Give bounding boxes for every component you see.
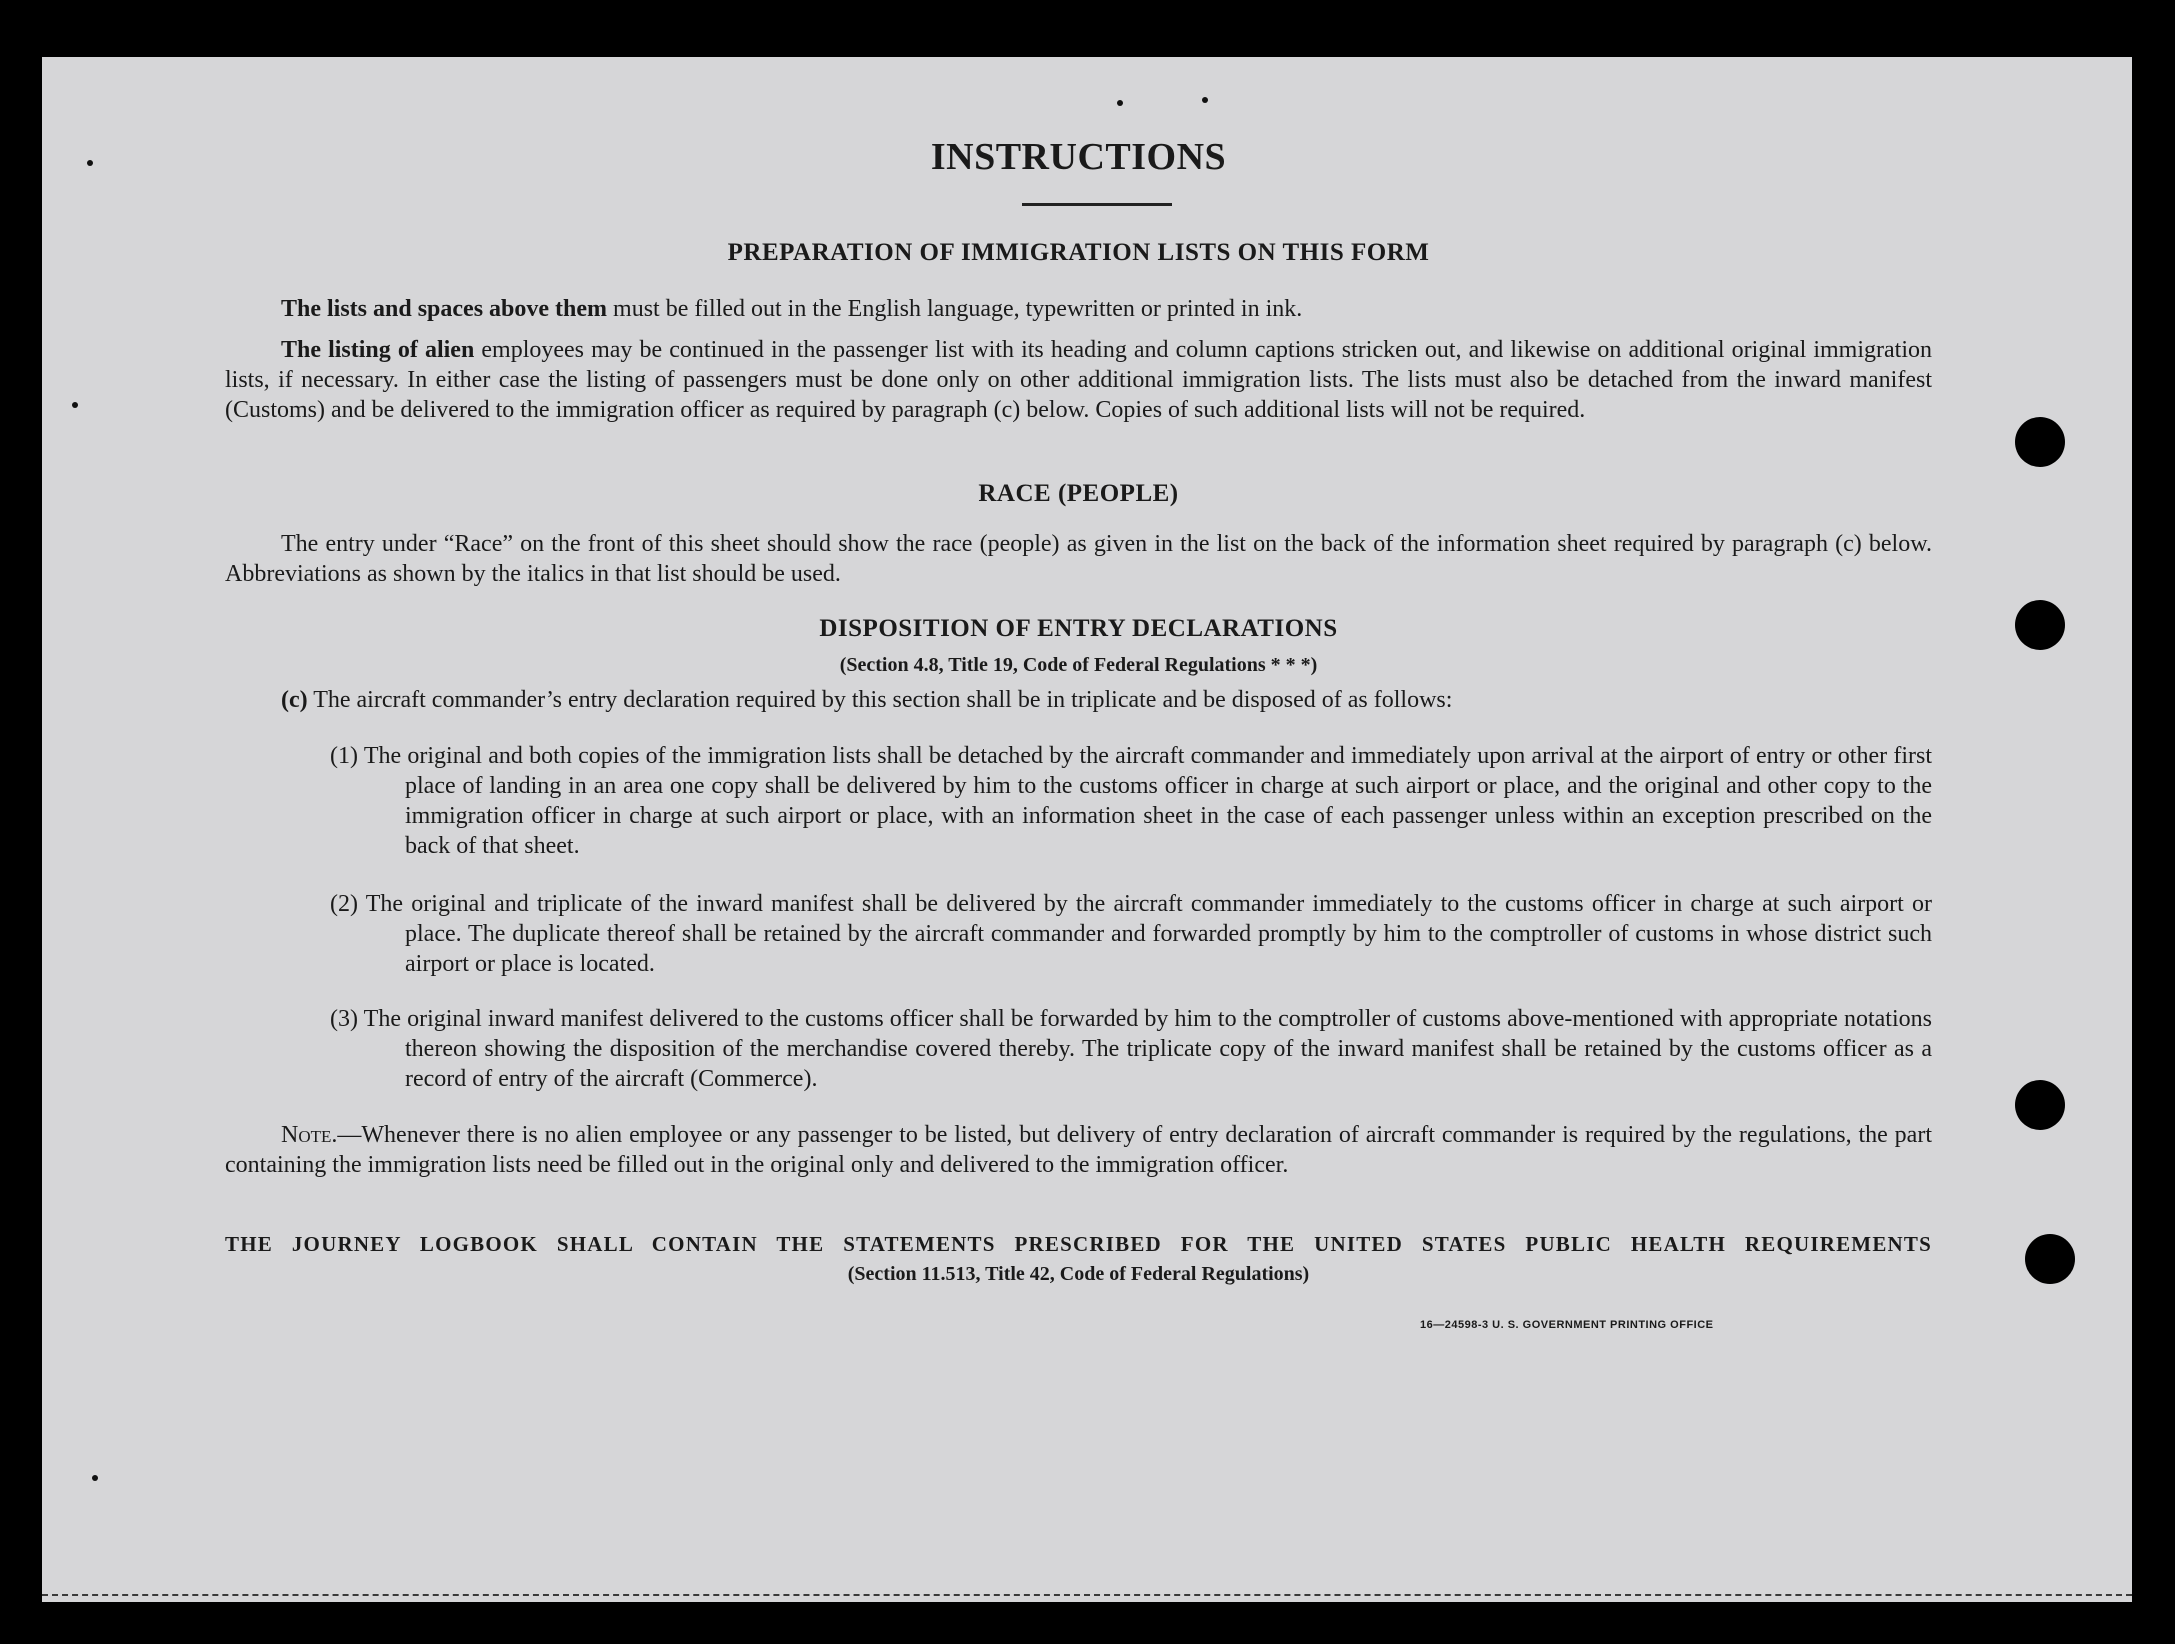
item-3-label: (3) [330,1006,358,1032]
race-heading: RACE (PEOPLE) [978,480,1179,507]
speck [1117,100,1123,106]
printer-imprint: 16—24598-3 U. S. GOVERNMENT PRINTING OFFICE [1420,1319,1714,1331]
public-health-line: THE JOURNEY LOGBOOK SHALL CONTAIN THE STATEMENTS PRESCRIBED FOR THE UNITED STATES PUBLIC HEALTH REQUIREMENTS [225,1232,1932,1256]
list-item-2 [330,889,1932,979]
page-title: INSTRUCTIONS [930,136,1227,178]
paragraph-c [281,685,1932,715]
item-2-label: (2) [330,891,358,917]
prep-paragraph-1 [225,294,1932,324]
prep-p2-rest: employees may be continued in the passenger list with its heading and column captions stricken out, and likewise on additional original immigration lists, if necessary. In either case the listing of passengers must be done only on other additional immigration lists. The lists must also be detached from the inward manifest (Customs) and be delivered to the immigration officer as required by paragraph (c) below. Copies of such additional lists will not be required. [225,337,1932,423]
list-item-3 [330,1004,1932,1094]
prep-heading: PREPARATION OF IMMIGRATION LISTS ON THIS FORM [727,239,1430,266]
speck [92,1475,98,1481]
public-health-subline: (Section 11.513, Title 42, Code of Federal Regulations) [847,1263,1310,1285]
punch-hole-1 [2015,417,2065,467]
prep-p1-rest: must be filled out in the English language, typewritten or printed in ink. [607,296,1303,322]
item-1-text: The original and both copies of the immigration lists shall be detached by the aircraft commander and immediately upon arrival at the airport of entry or other first place of landing in an area one copy shall be delivered by him to the customs officer in charge at such airport or place, and the original and other copy to the immigration officer in charge at such airport or place, with an information sheet in the case of each passenger unless within an exception prescribed on the back of that sheet. [363,743,1933,859]
note-text: —Whenever there is no alien employee or any passenger to be listed, but delivery of entry declaration of aircraft commander is required by the regulations, the part containing the immigration lists need be filled out in the original only and delivered to the immigration officer. [225,1122,1932,1178]
title-underline [1022,203,1172,206]
speck [87,160,93,166]
list-item-1 [330,741,1932,861]
speck [72,402,78,408]
race-paragraph: The entry under “Race” on the front of this sheet should show the race (people) as given in the list on the back of the information sheet required by paragraph (c) below. Abbreviations as shown by the italics in that list should be used. [225,531,1932,587]
punch-hole-3 [2015,1080,2065,1130]
paragraph-c-text: The aircraft commander’s entry declaration required by this section shall be in triplicate and be disposed of as follows: [313,687,1453,713]
sheet-bottom-edge [42,1594,2132,1602]
disposition-subheading: (Section 4.8, Title 19, Code of Federal Regulations * * *) [839,654,1318,676]
form-sheet [42,57,2132,1602]
prep-p2-lead: The listing of alien [281,337,475,363]
item-3-text: The original inward manifest delivered to the customs officer shall be forwarded by him to the comptroller of customs above-mentioned with appropriate notations thereon showing the disposition of the merchandise covered thereby. The triplicate copy of the inward manifest shall be retained by the customs officer as a record of entry of the aircraft (Commerce). [363,1006,1932,1092]
punch-hole-2 [2015,600,2065,650]
note-lead: Note. [281,1122,338,1148]
item-2-text: The original and triplicate of the inward manifest shall be delivered by the aircraft commander immediately to the customs officer in charge at such airport or place. The duplicate thereof shall be retained by the aircraft commander and forwarded promptly by him to the comptroller of customs in whose district such airport or place is located. [365,891,1932,977]
speck [1202,97,1208,103]
item-1-label: (1) [330,743,358,769]
disposition-heading: DISPOSITION OF ENTRY DECLARATIONS [819,615,1338,642]
prep-paragraph-2 [225,335,1932,425]
prep-p1-lead: The lists and spaces above them [281,296,608,322]
paragraph-c-label: (c) [281,687,308,713]
punch-hole-4 [2025,1234,2075,1284]
note-paragraph [225,1120,1932,1180]
